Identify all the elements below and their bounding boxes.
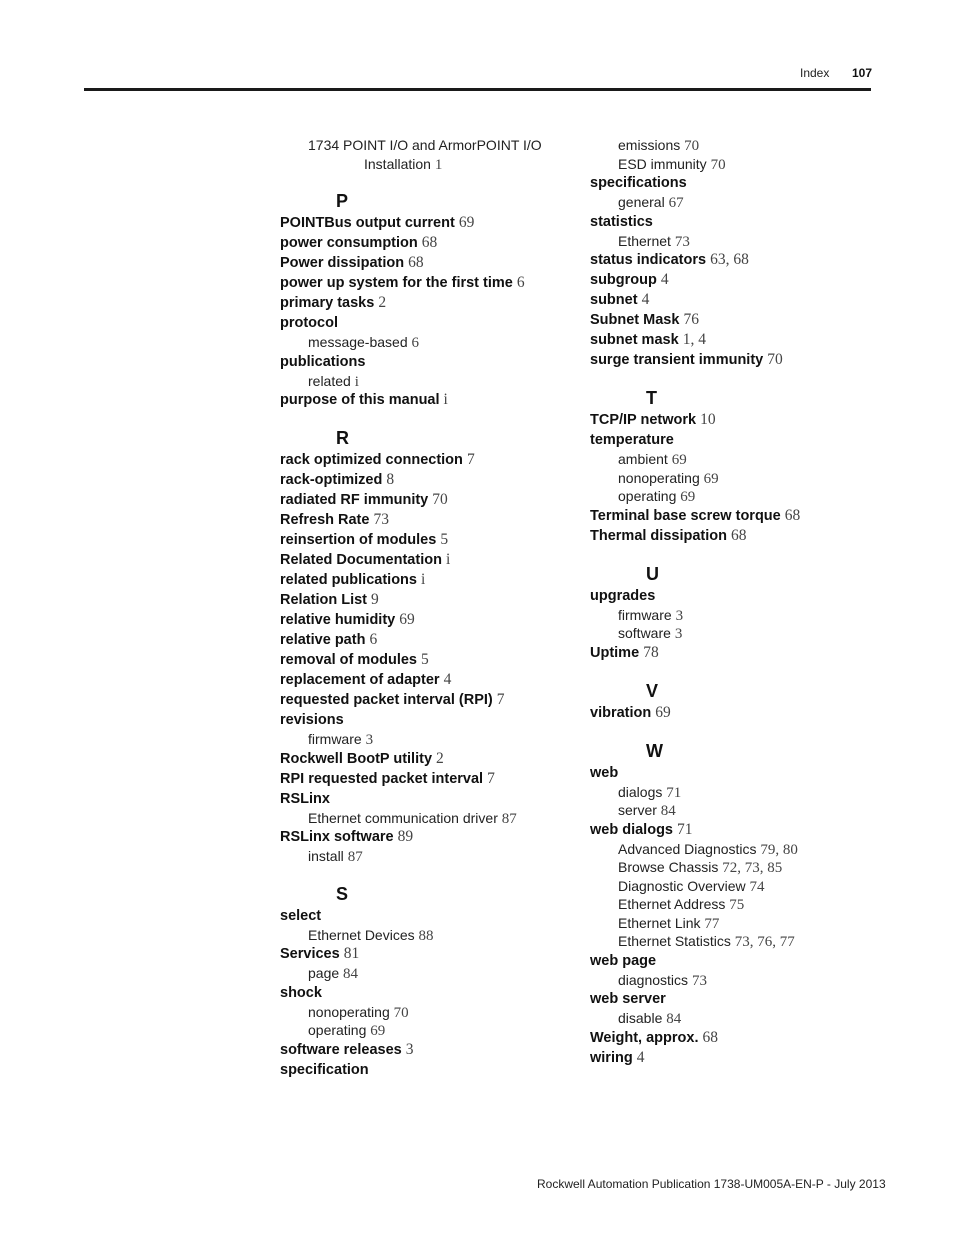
index-term: Related Documentation <box>280 552 442 568</box>
page-number: 107 <box>852 66 873 80</box>
index-page-ref[interactable]: 8 <box>386 471 395 488</box>
index-term: power up system for the first time <box>280 275 513 291</box>
index-entry <box>280 944 580 964</box>
index-subentry <box>590 932 920 951</box>
index-page-ref[interactable]: 73 <box>674 233 690 250</box>
index-term: operating <box>308 1022 367 1038</box>
index-term: message-based <box>308 334 408 350</box>
index-term: temperature <box>590 432 674 448</box>
index-page-ref[interactable]: 69 <box>680 489 696 505</box>
index-term: POINTBus output current <box>280 215 455 231</box>
index-subentry <box>280 1003 580 1022</box>
index-term: ambient <box>618 451 668 467</box>
index-term: subnet mask <box>590 332 679 348</box>
index-entry <box>280 233 580 253</box>
index-page-ref[interactable]: i <box>421 571 426 588</box>
index-page-ref[interactable]: i <box>445 551 451 568</box>
index-term: surge transient immunity <box>590 352 764 368</box>
index-page-ref[interactable]: 69 <box>655 703 671 721</box>
index-term: diagnostics <box>618 971 689 988</box>
index-term: web page <box>590 952 657 969</box>
index-page-ref[interactable]: 3 <box>405 1040 414 1058</box>
index-page-ref[interactable]: 87 <box>347 849 363 865</box>
index-term: Ethernet Link <box>618 914 701 931</box>
index-letter-heading: T <box>646 388 657 408</box>
index-entry <box>280 983 580 1003</box>
index-page-ref[interactable]: 69 <box>399 611 415 628</box>
index-term: emissions <box>618 137 681 153</box>
index-entry <box>280 590 580 610</box>
index-page-ref[interactable]: 72, 73, 85 <box>722 860 783 876</box>
index-term: vibration <box>590 704 652 721</box>
index-page-ref[interactable]: 68 <box>421 234 438 251</box>
index-page-ref[interactable]: 77 <box>704 915 720 932</box>
index-page-ref[interactable]: 9 <box>371 591 379 608</box>
index-page-ref[interactable]: 69 <box>370 1023 386 1039</box>
index-page-ref[interactable]: 6 <box>411 335 420 351</box>
index-term: Browse Chassis <box>618 859 719 875</box>
index-letter-heading: U <box>646 563 659 584</box>
index-subentry <box>590 895 920 914</box>
index-page-ref[interactable]: 4 <box>636 1048 645 1066</box>
index-term: nonoperating <box>618 469 700 486</box>
index-subentry <box>280 155 580 174</box>
index-entry <box>590 270 920 290</box>
index-page-ref[interactable]: 68 <box>408 254 424 271</box>
index-term: software <box>618 625 671 641</box>
index-page-ref[interactable]: 6 <box>369 631 378 648</box>
index-term: RSLinx <box>280 790 330 807</box>
index-entry <box>280 827 580 847</box>
index-page-ref[interactable]: 73 <box>691 972 707 989</box>
index-entry <box>590 586 920 606</box>
index-page-ref[interactable]: 70 <box>393 1004 409 1021</box>
index-term: firmware <box>308 731 362 747</box>
section-spacer <box>590 370 920 386</box>
index-subentry <box>590 840 920 859</box>
index-term: install <box>308 848 344 864</box>
index-entry <box>590 250 920 270</box>
index-term: Subnet Mask <box>590 312 680 328</box>
index-entry <box>590 330 920 350</box>
index-page-ref[interactable]: 4 <box>443 671 452 688</box>
index-term: rack-optimized <box>280 472 383 488</box>
index-entry <box>590 212 920 232</box>
index-entry <box>280 213 580 233</box>
index-page-ref[interactable]: 10 <box>700 411 716 428</box>
section-spacer <box>280 410 580 426</box>
section-spacer <box>280 866 580 882</box>
index-term: radiated RF immunity <box>280 492 429 508</box>
index-entry <box>280 570 580 590</box>
index-term: purpose of this manual <box>280 392 440 408</box>
index-entry <box>590 350 920 370</box>
index-subentry <box>590 155 920 174</box>
index-term: removal of modules <box>280 652 417 668</box>
index-entry <box>280 630 580 650</box>
index-entry <box>590 526 920 546</box>
index-page-ref[interactable]: 88 <box>418 927 434 944</box>
index-subentry <box>590 801 920 820</box>
index-subentry <box>590 450 920 469</box>
index-page-ref[interactable]: 78 <box>643 643 659 661</box>
index-term: Relation List <box>280 592 368 608</box>
index-entry <box>280 293 580 313</box>
index-term: primary tasks <box>280 295 375 311</box>
index-page-ref[interactable]: 70 <box>767 351 783 368</box>
index-term: shock <box>280 984 322 1001</box>
index-letter-heading: S <box>336 883 349 904</box>
index-term: relative path <box>280 632 366 648</box>
index-subentry <box>590 914 920 933</box>
index-term: Installation <box>364 155 431 172</box>
index-entry <box>280 749 580 769</box>
header-rule <box>84 88 871 91</box>
section-spacer <box>590 723 920 739</box>
index-term: specification <box>280 1061 369 1078</box>
index-entry <box>280 273 580 293</box>
index-column-right <box>590 136 920 1068</box>
index-term: Weight, approx. <box>590 1029 699 1046</box>
index-subentry <box>280 847 580 866</box>
index-term: Power dissipation <box>280 255 405 271</box>
index-page-ref[interactable]: 4 <box>660 271 669 288</box>
index-page-ref[interactable]: 76 <box>683 311 699 328</box>
index-subentry <box>280 1021 580 1040</box>
index-entry <box>590 951 920 971</box>
index-term: Uptime <box>590 644 640 661</box>
index-page-ref[interactable]: 1 <box>434 156 443 173</box>
index-term: status indicators <box>590 252 707 268</box>
index-term: Rockwell BootP utility <box>280 750 433 767</box>
index-term: Ethernet Address <box>618 896 726 912</box>
index-entry <box>280 530 580 550</box>
index-term: disable <box>618 1010 663 1026</box>
index-term: nonoperating <box>308 1003 390 1020</box>
index-entry <box>280 690 580 710</box>
index-entry <box>590 820 920 840</box>
index-term: general <box>618 194 665 210</box>
index-page-ref[interactable]: 74 <box>749 878 765 895</box>
index-term: related <box>308 372 351 389</box>
index-page-ref[interactable]: 3 <box>674 626 683 642</box>
index-term: protocol <box>280 315 338 331</box>
index-term: firmware <box>618 606 672 623</box>
index-subentry <box>280 372 580 391</box>
index-entry <box>280 1040 580 1060</box>
index-subentry <box>590 858 920 877</box>
index-term: reinsertion of modules <box>280 532 437 548</box>
index-term: Ethernet <box>618 232 671 249</box>
index-page-ref[interactable]: 7 <box>466 451 475 468</box>
index-subentry <box>590 193 920 212</box>
index-entry <box>280 710 580 730</box>
index-page-ref[interactable]: 73 <box>373 511 389 528</box>
index-term: Services <box>280 946 340 962</box>
index-letter-heading: R <box>336 428 349 448</box>
index-subentry <box>590 971 920 990</box>
index-term: rack optimized connection <box>280 452 463 468</box>
index-entry <box>280 470 580 490</box>
index-term: specifications <box>590 175 687 191</box>
index-page-ref[interactable]: 71 <box>677 820 693 838</box>
index-subentry <box>280 809 580 828</box>
index-subentry <box>280 136 580 155</box>
index-entry <box>590 989 920 1009</box>
index-term: statistics <box>590 213 653 230</box>
index-page-ref[interactable]: 84 <box>343 966 359 982</box>
index-page-ref[interactable]: 2 <box>378 294 387 311</box>
index-entry <box>590 410 920 430</box>
index-page-ref[interactable]: 84 <box>666 1011 682 1027</box>
index-letter-heading: V <box>646 680 659 701</box>
index-term: Advanced Diagnostics <box>618 840 757 857</box>
index-term: software releases <box>280 1041 402 1058</box>
index-page-ref[interactable]: 70 <box>710 156 726 173</box>
index-entry <box>590 173 920 193</box>
index-page-ref[interactable]: 70 <box>684 138 700 154</box>
index-page-ref[interactable]: 69 <box>458 214 475 231</box>
index-entry <box>280 450 580 470</box>
index-page-ref[interactable]: i <box>443 391 448 408</box>
index-entry <box>280 510 580 530</box>
index-page-ref[interactable]: 69 <box>703 470 719 487</box>
index-term: Terminal base screw torque <box>590 507 781 524</box>
index-entry <box>280 352 580 372</box>
index-page-ref[interactable]: 75 <box>729 897 745 913</box>
index-entry <box>280 789 580 809</box>
index-subentry <box>590 136 920 155</box>
index-entry <box>590 703 920 723</box>
index-subentry <box>590 487 920 506</box>
index-page-ref[interactable]: 70 <box>432 491 448 508</box>
index-subentry <box>590 624 920 643</box>
section-spacer <box>590 663 920 679</box>
index-term: server <box>618 802 657 818</box>
index-entry <box>280 769 580 789</box>
index-term: power consumption <box>280 235 418 251</box>
index-entry <box>280 490 580 510</box>
index-entry <box>280 253 580 273</box>
index-subentry <box>280 333 580 352</box>
index-term: dialogs <box>618 783 663 800</box>
index-page-ref[interactable]: 79, 80 <box>760 841 798 858</box>
index-entry <box>280 550 580 570</box>
index-term: RPI requested packet interval <box>280 770 484 787</box>
index-page-ref[interactable]: 7 <box>496 691 505 708</box>
index-term: page <box>308 965 340 981</box>
index-term: select <box>280 907 322 924</box>
index-entry <box>280 610 580 630</box>
index-term: 1734 POINT I/O and ArmorPOINT I/O <box>308 137 542 153</box>
index-term: RSLinx software <box>280 829 394 845</box>
index-subentry <box>280 730 580 749</box>
publication-footer: Rockwell Automation Publication 1738-UM005A-EN-P - July 2013 <box>537 1177 886 1191</box>
index-entry <box>590 1028 920 1048</box>
index-subentry <box>590 783 920 802</box>
index-term: relative humidity <box>280 612 396 628</box>
index-page-ref[interactable]: 7 <box>487 769 495 787</box>
index-entry <box>590 310 920 330</box>
index-letter-heading: W <box>646 740 663 761</box>
index-term: subnet <box>590 292 638 308</box>
index-entry <box>280 670 580 690</box>
index-entry <box>280 906 580 926</box>
index-term: Ethernet Devices <box>308 926 415 943</box>
section-spacer <box>280 173 580 189</box>
index-term: revisions <box>280 712 344 728</box>
index-term: ESD immunity <box>618 155 707 172</box>
index-entry <box>280 650 580 670</box>
index-term: TCP/IP network <box>590 412 697 428</box>
index-term: replacement of adapter <box>280 672 440 688</box>
header-section-label: Index <box>800 66 830 80</box>
index-column-left <box>280 136 580 1080</box>
index-letter-heading: P <box>336 191 349 211</box>
index-subentry <box>590 1009 920 1028</box>
index-term: requested packet interval (RPI) <box>280 692 493 708</box>
index-term: Thermal dissipation <box>590 527 727 544</box>
index-term: operating <box>618 488 677 504</box>
index-subentry <box>280 964 580 983</box>
index-page-ref[interactable]: 5 <box>440 531 449 548</box>
index-term: upgrades <box>590 587 656 604</box>
index-term: web server <box>590 991 666 1007</box>
index-term: Diagnostic Overview <box>618 877 746 894</box>
index-page-ref[interactable]: i <box>354 373 359 390</box>
index-page-ref[interactable]: 68 <box>702 1028 719 1046</box>
index-subentry <box>590 877 920 896</box>
index-page-ref[interactable]: 67 <box>668 195 684 211</box>
index-entry <box>590 506 920 526</box>
index-page-ref[interactable]: 69 <box>671 452 687 468</box>
index-page-ref[interactable]: 63, 68 <box>710 251 749 268</box>
index-term: related publications <box>280 572 417 588</box>
index-entry <box>590 763 920 783</box>
index-page-ref[interactable]: 89 <box>397 828 414 845</box>
index-page-ref[interactable]: 73, 76, 77 <box>734 934 795 950</box>
index-entry <box>590 1048 920 1068</box>
index-page-ref[interactable]: 87 <box>501 810 517 827</box>
index-page-ref[interactable]: 3 <box>675 607 684 624</box>
index-term: subgroup <box>590 272 657 288</box>
index-page-ref[interactable]: 2 <box>436 749 444 767</box>
index-page-ref[interactable]: 68 <box>731 526 747 544</box>
index-term: web dialogs <box>590 821 673 838</box>
index-term: Refresh Rate <box>280 512 370 528</box>
index-term: Ethernet communication driver <box>308 809 498 826</box>
index-entry <box>590 290 920 310</box>
index-page-ref[interactable]: 3 <box>365 732 374 748</box>
index-term: wiring <box>590 1049 633 1066</box>
index-subentry <box>590 232 920 251</box>
index-term: web <box>590 764 619 781</box>
index-subentry <box>590 606 920 625</box>
index-page-ref[interactable]: 1, 4 <box>682 331 706 348</box>
index-page-ref[interactable]: 68 <box>784 506 801 524</box>
index-entry <box>280 313 580 333</box>
index-entry <box>590 643 920 663</box>
index-page-ref[interactable]: 4 <box>641 291 650 308</box>
index-page-ref[interactable]: 5 <box>421 651 429 668</box>
index-entry <box>280 390 580 410</box>
index-page-ref[interactable]: 81 <box>343 945 360 962</box>
section-spacer <box>590 546 920 562</box>
index-subentry <box>280 926 580 945</box>
index-page-ref[interactable]: 6 <box>516 274 525 291</box>
index-page-ref[interactable]: 84 <box>660 803 676 819</box>
index-entry <box>590 430 920 450</box>
index-subentry <box>590 469 920 488</box>
index-page-ref[interactable]: 71 <box>666 784 682 801</box>
index-term: Ethernet Statistics <box>618 933 731 949</box>
index-entry <box>280 1060 580 1080</box>
index-term: publications <box>280 353 366 370</box>
